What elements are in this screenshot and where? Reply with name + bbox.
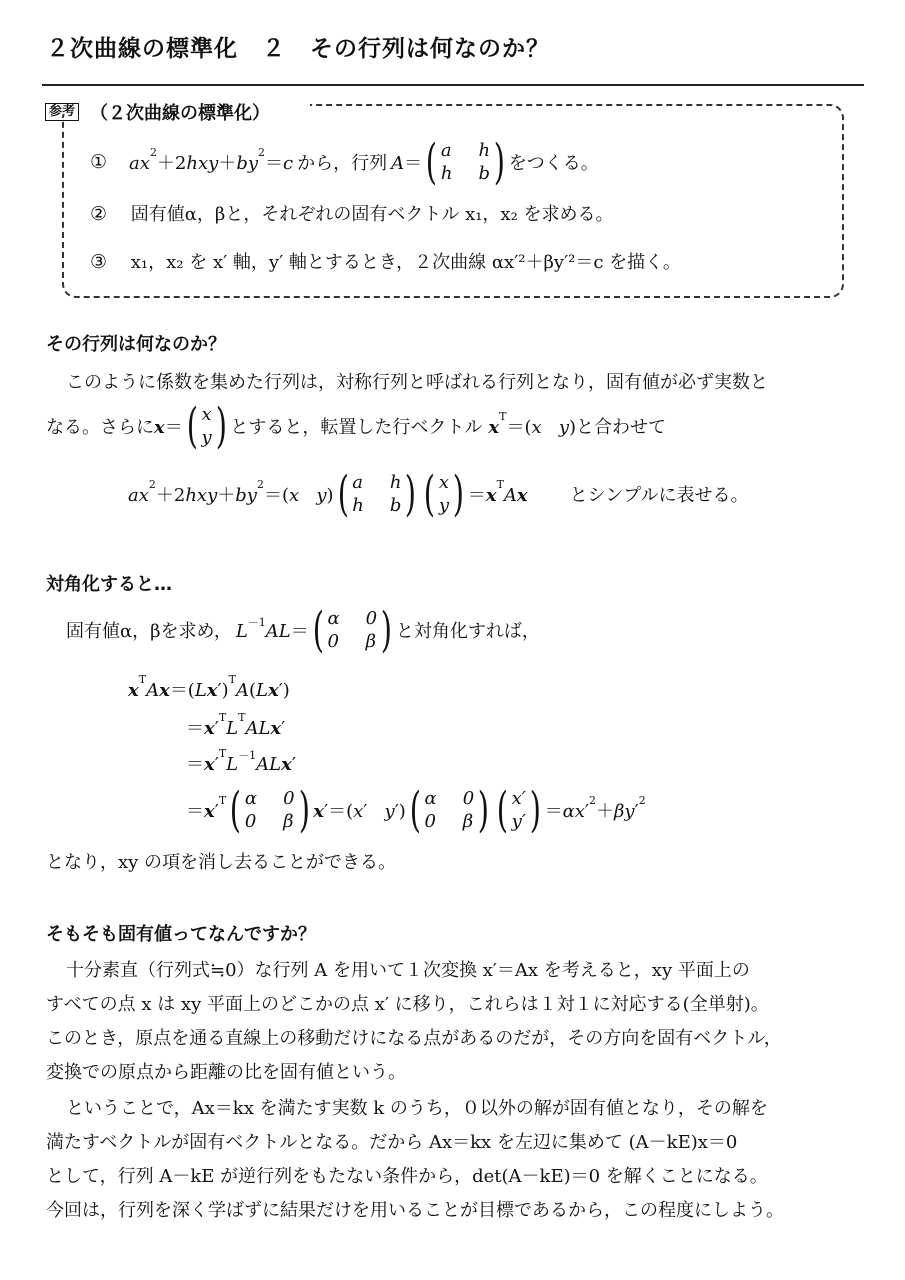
paragraph-line: 変換での原点から距離の比を固有値という。 xyxy=(46,1062,406,1083)
page-title: ２次曲線の標準化 ２ その行列は何なのか？ xyxy=(46,36,550,62)
row-vector: $x^T=(x$ y) xyxy=(488,410,577,438)
section-heading-matrix: その行列は何なのか？ xyxy=(46,334,226,355)
paragraph-line: すべての点 x は xy 平面上のどこかの点 x′ に移り，これらは１対１に対応する(全単射)。 xyxy=(46,994,769,1015)
derivation-line-2: $=x'^TL^TALx'$ xyxy=(186,711,286,739)
derivation-line-1: $x^TAx=(Lx')^TA(Lx')$ xyxy=(128,673,290,701)
equation-quadratic-form: $ax^2+2hxy+by^2=(x$ y) ( a h h b ) ( x y ) $=x^TAx$ とシンプルに表せる。 xyxy=(128,466,749,522)
derivation-line-4: $=x'^T$ ( α 0 0 β ) x′＝(x′ y′) ( α 0 0 β ) ( x′ y′ ) $=\alpha x'^2+\beta y'^2$ xyxy=(186,782,646,838)
paragraph-line: ということで，Ax＝kx を満たす実数 k のうち，０以外の解が固有値となり，その解を xyxy=(66,1098,768,1119)
paragraph-line: 十分素直（行列式≒0）な行列 A を用いて１次変換 x′＝Ax を考えると，xy 平面上の xyxy=(66,960,750,981)
vector-x-def: x＝ xyxy=(154,417,183,438)
paragraph-line: 今回は，行列を深く学ばずに結果だけを用いることが目標であるから，この程度にしよう。 xyxy=(46,1200,784,1221)
section-heading-eigenvalue: そもそも固有値ってなんですか？ xyxy=(46,924,316,945)
matrix-a-label: A＝ xyxy=(391,153,423,174)
paragraph-line: このとき，原点を通る直線上の移動だけになる点があるのだが，その方向を固有ベクトル， xyxy=(46,1028,782,1049)
reference-step-3: ③ x₁，x₂ を x′ 軸，y′ 軸とするとき，２次曲線 αx′²＋βy′²＝c を描く。 xyxy=(90,251,681,273)
column-vector: ( x y ) xyxy=(186,398,227,454)
paragraph-line: このように係数を集めた行列は，対称行列と呼ばれる行列となり，固有値が必ず実数と xyxy=(66,372,768,393)
reference-step-1: ① $ax^2+2hxy+by^2=c$ から，行列 A＝ ( a h h b ) をつくる。 xyxy=(90,134,599,190)
derivation-line-3: $=x'^TL^{-1}ALx'$ xyxy=(186,747,296,775)
reference-tag: 参考 xyxy=(45,103,79,121)
step-number: ① xyxy=(90,151,108,173)
paragraph-line: 固有値α，βを求め， $L^{-1}AL=$ ( α 0 0 β ) と対角化すれば， xyxy=(66,602,540,658)
matrix-a: ( a h h b ) xyxy=(425,134,506,190)
quadratic-form: $ax^2+2hxy+by^2=c$ xyxy=(129,146,294,174)
paragraph-line: 満たすベクトルが固有ベクトルとなる。だから Ax＝kx を左辺に集めて (A－kE)x＝0 xyxy=(46,1132,738,1153)
title-rule xyxy=(42,84,864,86)
paragraph-line: となり，xy の項を消し去ることができる。 xyxy=(46,852,397,873)
section-heading-diagonalize: 対角化すると… xyxy=(46,574,172,595)
reference-heading: （２次曲線の標準化） xyxy=(90,103,270,124)
paragraph-line: として，行列 A－kE が逆行列をもたない条件から，det(A－kE)＝0 を解くことになる。 xyxy=(46,1166,768,1187)
paragraph-line: なる。さらに x＝ ( x y ) とすると，転置した行ベクトル $x^T=(x$ y) と合わせて xyxy=(46,398,667,454)
reference-step-2: ② 固有値α，βと，それぞれの固有ベクトル x₁，x₂ を求める。 xyxy=(90,203,614,225)
diagonal-matrix: ( α 0 0 β ) xyxy=(312,602,393,658)
